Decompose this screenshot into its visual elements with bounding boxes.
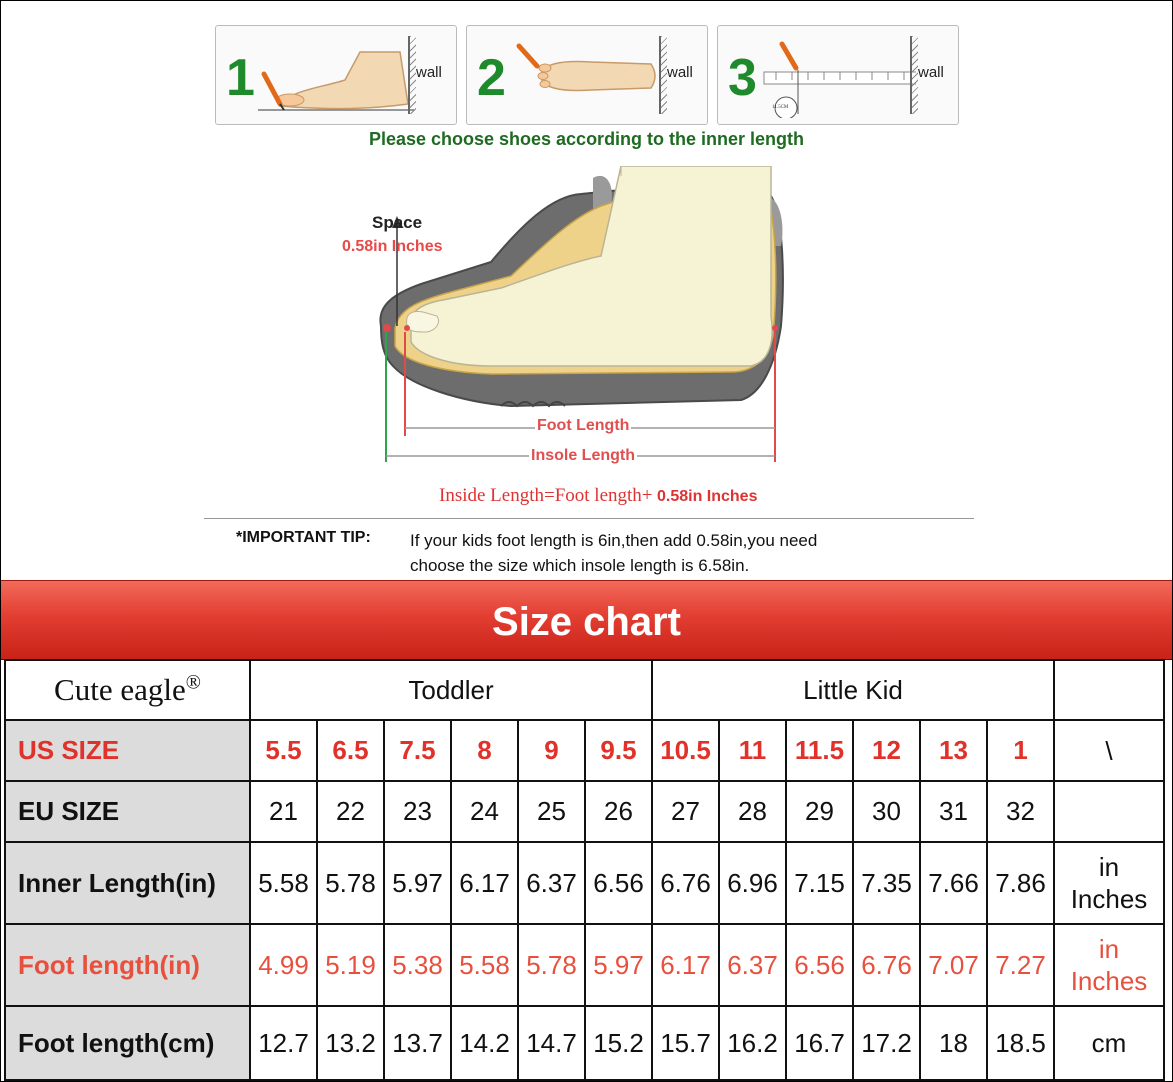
table-cell: 5.97	[585, 924, 652, 1006]
table-cell: 7.86	[987, 842, 1054, 924]
step-number: 2	[477, 49, 506, 107]
row-label-foot-length-in: Foot length(in)	[5, 924, 250, 1006]
group-little-kid: Little Kid	[652, 660, 1054, 720]
row-label-foot-length-cm: Foot length(cm)	[5, 1006, 250, 1080]
table-cell: 7.15	[786, 842, 853, 924]
registered-mark: ®	[185, 671, 201, 694]
table-row-foot-length-cm	[5, 1006, 1164, 1080]
table-cell: 18	[920, 1006, 987, 1080]
table-cell: 6.56	[585, 842, 652, 924]
size-chart-table	[4, 659, 1165, 1081]
table-cell: 6.5	[317, 720, 384, 781]
row-label-eu-size: EU SIZE	[5, 781, 250, 842]
step-2-panel	[466, 25, 708, 125]
table-cell: 21	[250, 781, 317, 842]
table-cell: 5.97	[384, 842, 451, 924]
unit-line-2: Inches	[1070, 966, 1148, 996]
unit-cell-foot-length-in	[1054, 924, 1164, 1006]
table-cell: 9.5	[585, 720, 652, 781]
brand-name	[54, 672, 201, 707]
choose-instruction: Please choose shoes according to the inner length	[368, 129, 805, 149]
unit-line-1: in	[1098, 852, 1120, 882]
table-cell: 6.76	[853, 924, 920, 1006]
table-cell: 14.2	[451, 1006, 518, 1080]
unit-line-1: in	[1098, 934, 1120, 964]
table-cell: 11.5	[786, 720, 853, 781]
table-cell: 5.58	[451, 924, 518, 1006]
table-cell: 17.2	[853, 1006, 920, 1080]
unit-cell-us: \	[1054, 720, 1164, 781]
wall-label: wall	[416, 64, 442, 81]
important-tip-text	[410, 528, 950, 578]
step-1-panel	[215, 25, 457, 125]
table-row-eu-size	[5, 781, 1164, 842]
table-cell: 18.5	[987, 1006, 1054, 1080]
table-cell: 24	[451, 781, 518, 842]
table-row-foot-length-in	[5, 924, 1164, 1006]
table-cell: 6.37	[719, 924, 786, 1006]
foot-length-label: Foot Length	[537, 417, 630, 434]
table-cell: 25	[518, 781, 585, 842]
table-cell: 32	[987, 781, 1054, 842]
table-cell: 5.58	[250, 842, 317, 924]
size-chart-title: Size chart	[492, 600, 681, 644]
brand-text: Cute eagle	[54, 672, 186, 708]
step-3-panel	[717, 25, 959, 125]
foot-side-icon	[250, 30, 414, 118]
formula-tail: 0.58in Inches	[652, 488, 758, 505]
foot-top-icon	[501, 30, 665, 118]
table-cell: 13.7	[384, 1006, 451, 1080]
table-cell: 13	[920, 720, 987, 781]
table-cell: 31	[920, 781, 987, 842]
space-value: 0.58in Inches	[342, 238, 443, 255]
brand-cell	[5, 660, 250, 720]
tip-line-2: choose the size which insole length is 6.58in.	[410, 556, 750, 575]
ruler-badge-text: 11.5CM	[772, 105, 789, 110]
table-cell: 6.17	[652, 924, 719, 1006]
table-cell: 7.35	[853, 842, 920, 924]
table-cell: 27	[652, 781, 719, 842]
table-cell: 6.76	[652, 842, 719, 924]
table-cell: 23	[384, 781, 451, 842]
unit-line-2: Inches	[1070, 884, 1148, 914]
row-label-inner-length: Inner Length(in)	[5, 842, 250, 924]
table-cell: 6.56	[786, 924, 853, 1006]
table-cell: 16.7	[786, 1006, 853, 1080]
table-cell: 6.96	[719, 842, 786, 924]
table-cell: 10.5	[652, 720, 719, 781]
table-cell: 5.38	[384, 924, 451, 1006]
important-tip-label: *IMPORTANT TIP:	[236, 529, 371, 546]
table-cell: 12	[853, 720, 920, 781]
step-number: 3	[728, 49, 757, 107]
length-formula	[439, 485, 757, 507]
wall-label: wall	[667, 64, 693, 81]
table-cell: 7.07	[920, 924, 987, 1006]
table-cell: 6.37	[518, 842, 585, 924]
unit-cell-inner-length	[1054, 842, 1164, 924]
insole-length-label: Insole Length	[531, 447, 635, 464]
table-cell: 1	[987, 720, 1054, 781]
divider-line	[204, 518, 974, 519]
tip-line-1: If your kids foot length is 6in,then add 0.58in,you need	[410, 531, 818, 550]
table-cell: 13.2	[317, 1006, 384, 1080]
formula-main: Inside Length=Foot length+	[439, 485, 653, 506]
table-cell: 5.78	[518, 924, 585, 1006]
table-cell: 5.5	[250, 720, 317, 781]
table-cell: 11	[719, 720, 786, 781]
table-cell: 7.27	[987, 924, 1054, 1006]
table-header-row	[5, 660, 1164, 720]
table-row-inner-length	[5, 842, 1164, 924]
table-cell: 16.2	[719, 1006, 786, 1080]
table-cell: 22	[317, 781, 384, 842]
empty-unit-header	[1054, 660, 1164, 720]
table-cell: 15.2	[585, 1006, 652, 1080]
table-cell: 5.19	[317, 924, 384, 1006]
unit-cell-foot-length-cm: cm	[1054, 1006, 1164, 1080]
wall-label: wall	[918, 64, 944, 81]
table-cell: 7.5	[384, 720, 451, 781]
table-cell: 8	[451, 720, 518, 781]
measuring-steps	[215, 25, 959, 125]
table-cell: 6.17	[451, 842, 518, 924]
row-label-us-size: US SIZE	[5, 720, 250, 781]
table-cell: 4.99	[250, 924, 317, 1006]
step-number: 1	[226, 49, 255, 107]
table-cell: 26	[585, 781, 652, 842]
table-cell: 30	[853, 781, 920, 842]
group-toddler: Toddler	[250, 660, 652, 720]
table-cell: 15.7	[652, 1006, 719, 1080]
table-cell: 5.78	[317, 842, 384, 924]
table-row-us-size	[5, 720, 1164, 781]
table-cell: 12.7	[250, 1006, 317, 1080]
table-cell: 14.7	[518, 1006, 585, 1080]
table-cell: 29	[786, 781, 853, 842]
table-cell: 28	[719, 781, 786, 842]
space-label: Space	[372, 213, 423, 232]
size-chart-banner	[1, 580, 1172, 660]
unit-cell-eu	[1054, 781, 1164, 842]
table-cell: 7.66	[920, 842, 987, 924]
table-cell: 9	[518, 720, 585, 781]
